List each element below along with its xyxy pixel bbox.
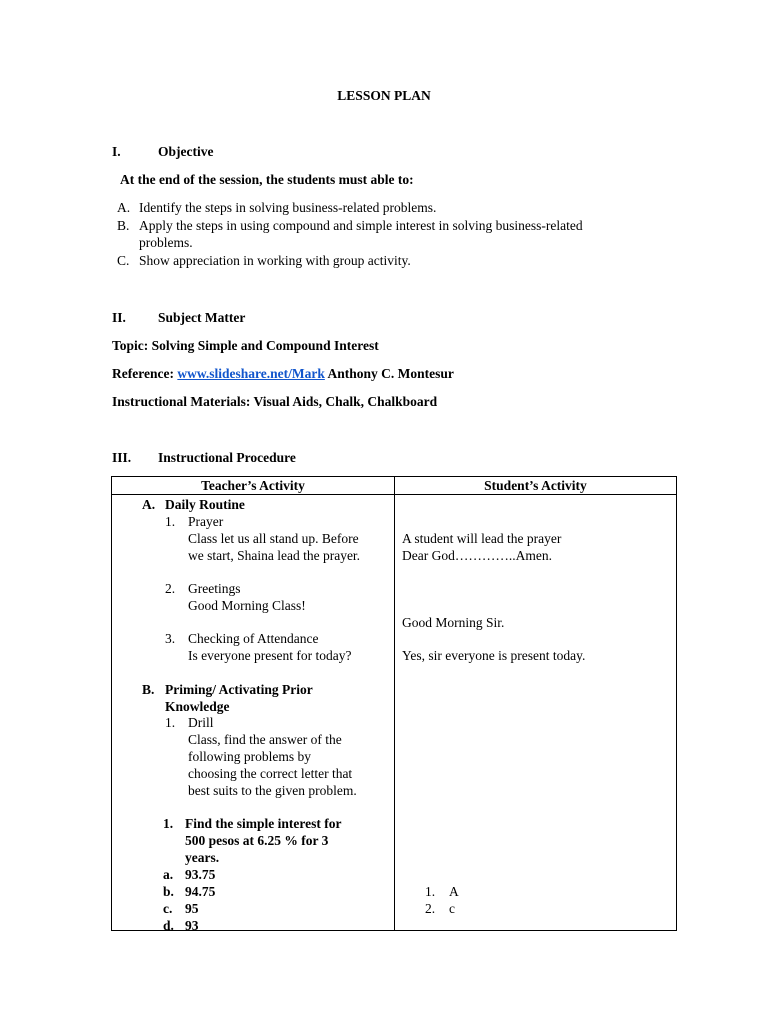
attendance-text: Is everyone present for today? <box>188 648 352 663</box>
student-attendance: Yes, sir everyone is present today. <box>402 648 586 663</box>
priming-title: Priming/ Activating Prior <box>165 682 313 697</box>
section-number-1: I. <box>112 144 121 159</box>
objective-text-continued: problems. <box>139 235 193 250</box>
reference-link[interactable]: www.slideshare.net/Mark <box>177 366 325 381</box>
routine-title: Daily Routine <box>165 497 245 512</box>
prayer-text: Class let us all stand up. Before <box>188 531 359 546</box>
objective-marker: A. <box>117 200 131 215</box>
table-row <box>112 495 677 931</box>
student-prayer-text: Dear God…………..Amen. <box>402 548 552 563</box>
prayer-text: we start, Shaina lead the prayer. <box>188 548 361 563</box>
table-header-row <box>112 477 677 495</box>
drill-text: choosing the correct letter that <box>188 766 353 781</box>
section-heading-subject-matter: Subject Matter <box>158 310 246 325</box>
answer-number: 2. <box>425 901 436 916</box>
drill-text: best suits to the given problem. <box>188 783 357 798</box>
objective-text: Identify the steps in solving business-related problems. <box>139 200 437 215</box>
question-text: 500 pesos at 6.25 % for 3 <box>185 833 329 848</box>
attendance-label: Checking of Attendance <box>188 631 319 646</box>
reference-label: Reference: <box>112 366 178 381</box>
objective-marker: C. <box>117 252 130 268</box>
materials-line: Instructional Materials: Visual Aids, Chalk, Chalkboard <box>112 394 438 409</box>
drill-number: 1. <box>165 715 176 730</box>
student-activity-cell <box>395 495 677 931</box>
reference-author: Anthony C. Montesur <box>324 366 454 381</box>
teacher-activity-cell <box>112 495 395 931</box>
question-text: Find the simple interest for <box>185 816 342 831</box>
header-teacher-activity: Teacher’s Activity <box>112 477 395 495</box>
topic-line: Topic: Solving Simple and Compound Interest <box>112 338 379 353</box>
priming-title: Knowledge <box>165 699 230 714</box>
choice-letter: a. <box>163 867 174 882</box>
choice-letter: d. <box>163 918 174 933</box>
answer-value: c <box>449 901 455 916</box>
procedure-table <box>111 476 677 931</box>
choice-value: 93 <box>185 918 199 933</box>
objective-item <box>113 217 673 252</box>
objective-item <box>113 199 673 217</box>
section-number-2: II. <box>112 310 126 325</box>
drill-label: Drill <box>188 715 214 730</box>
objective-text: Apply the steps in using compound and simple interest in solving business-related <box>139 217 583 233</box>
choice-letter: b. <box>163 884 174 899</box>
greetings-label: Greetings <box>188 581 241 596</box>
header-student-activity: Student’s Activity <box>395 477 677 495</box>
choice-letter: c. <box>163 901 173 916</box>
choice-value: 93.75 <box>185 867 216 882</box>
section-heading-objective: Objective <box>158 144 214 159</box>
answer-number: 1. <box>425 884 436 899</box>
routine-marker: A. <box>142 497 156 512</box>
objective-text: Show appreciation in working with group activity. <box>139 252 411 268</box>
question-number: 1. <box>163 816 174 831</box>
choice-value: 95 <box>185 901 199 916</box>
priming-marker: B. <box>142 682 155 697</box>
objectives-list <box>113 199 673 269</box>
prayer-number: 1. <box>165 514 176 529</box>
section-number-3: III. <box>112 450 132 465</box>
attendance-number: 3. <box>165 631 176 646</box>
student-greeting: Good Morning Sir. <box>402 615 505 630</box>
objective-intro: At the end of the session, the students must able to: <box>120 172 414 187</box>
objective-item <box>113 252 673 270</box>
prayer-label: Prayer <box>188 514 224 529</box>
drill-text: following problems by <box>188 749 311 764</box>
answer-value: A <box>449 884 459 899</box>
reference-line <box>112 366 454 382</box>
greetings-text: Good Morning Class! <box>188 598 306 613</box>
objective-marker: B. <box>117 217 130 233</box>
choice-value: 94.75 <box>185 884 216 899</box>
document-title: LESSON PLAN <box>337 88 431 103</box>
question-text: years. <box>185 850 220 865</box>
greetings-number: 2. <box>165 581 176 596</box>
drill-text: Class, find the answer of the <box>188 732 342 747</box>
student-prayer: A student will lead the prayer <box>402 531 562 546</box>
section-heading-procedure: Instructional Procedure <box>158 450 296 465</box>
